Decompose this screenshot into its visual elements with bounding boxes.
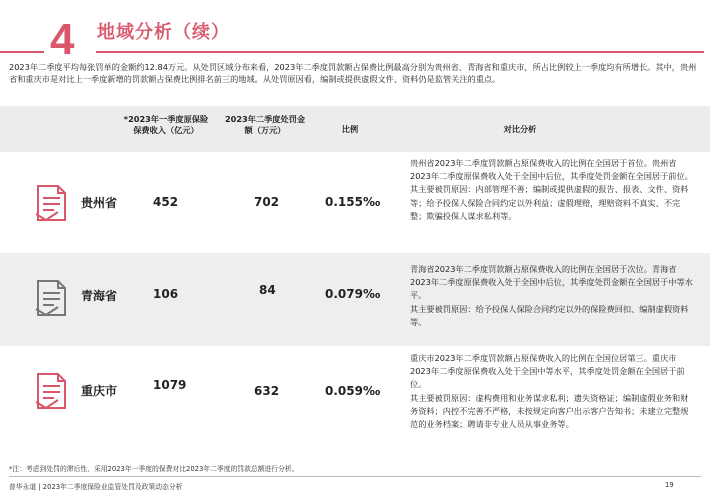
title-divider bbox=[96, 51, 704, 53]
table-row bbox=[0, 346, 710, 458]
premium-value: 452 bbox=[153, 195, 179, 209]
footnote: *注：考虑到处罚的滞后性，采用2023年一季度的保费对比2023年二季度的罚款总额进行分析。 bbox=[9, 465, 299, 473]
ratio-value: 0.059‰ bbox=[325, 384, 381, 398]
province-name: 重庆市 bbox=[81, 384, 118, 398]
section-number: 4 bbox=[50, 15, 75, 64]
premium-value: 1079 bbox=[153, 378, 187, 392]
analysis-paragraph: 青海省2023年二季度罚款额占原保费收入的比例在全国居于次位。青海省2023年二季度原保费收入处于全国中后位，其季度处罚金额在全国居于中等水平。 bbox=[410, 264, 693, 301]
analysis-paragraph: 贵州省2023年二季度罚款额占原保费收入的比例在全国居于首位。贵州省2023年二季度原保费收入处于全国中后位，其季度处罚金额在全国居于前位。 bbox=[410, 158, 693, 182]
analysis-text bbox=[410, 263, 694, 329]
table-header bbox=[0, 106, 710, 152]
penalty-value: 84 bbox=[259, 283, 276, 297]
document-icon bbox=[34, 279, 68, 317]
province-name: 贵州省 bbox=[81, 196, 118, 210]
penalty-value: 702 bbox=[254, 195, 280, 209]
penalty-value: 632 bbox=[254, 384, 280, 398]
page-title: 地域分析（续） bbox=[97, 22, 230, 43]
footer-text: 普华永道 | 2023年二季度保险业监管处罚及政策动态分析 bbox=[9, 483, 183, 491]
ratio-value: 0.079‰ bbox=[325, 287, 381, 301]
page-number: 19 bbox=[665, 481, 674, 489]
intro-paragraph: 2023年二季度平均每张罚单的金额约12.84万元。从处罚区域分布来看，2023年二季度罚款额占保费比例最高分别为贵州省、青海省和重庆市，所占比例较上一季度均有所增长。其中，贵州省和重庆市是对比上一季度新增的罚款额占保费比例排名前三的地域。从处罚原因看，编制或提供虚假文件、资料仍是监管关注的重点。 bbox=[9, 62, 697, 84]
analysis-paragraph: 其主要被罚原因：内部管理不善；编制或提供虚假的报告、报表、文件、资料等；给予投保人保险合同约定以外利益；虚假理赔，理赔资料不真实、不完整；欺骗投保人谋求私利等。 bbox=[410, 184, 689, 221]
header-analysis: 对比分析 bbox=[503, 124, 537, 134]
header-ratio: 比例 bbox=[341, 124, 359, 134]
document-icon bbox=[34, 184, 68, 222]
analysis-text bbox=[410, 157, 694, 223]
table-row bbox=[0, 152, 710, 253]
analysis-paragraph: 其主要被罚原因：虚构费用和业务谋求私利；遗失资格证；编制虚假业务和财务资料；内控不完善不严格，未按规定向客户出示客户告知书；未建立完整规范的业务档案；聘请非专业人员从事业务等。 bbox=[410, 392, 689, 430]
footer-divider bbox=[9, 476, 701, 477]
header-premium: *2023年一季度原保险保费收入（亿元） bbox=[123, 114, 209, 135]
table-row bbox=[0, 253, 710, 346]
document-icon bbox=[34, 372, 68, 410]
header-penalty: 2023年二季度处罚金额（万元） bbox=[224, 114, 306, 135]
page-title-area bbox=[0, 8, 710, 64]
analysis-paragraph: 重庆市2023年二季度罚款额占原保费收入的比例在全国位居第三。重庆市2023年二季度原保费收入处于全国中等水平，其季度处罚金额在全国居于前位。 bbox=[410, 353, 685, 390]
province-name: 青海省 bbox=[81, 289, 118, 303]
title-divider-left bbox=[0, 51, 44, 53]
analysis-paragraph: 其主要被罚原因：给予投保人保险合同约定以外的保险费回扣、编制虚假资料等。 bbox=[410, 303, 689, 327]
ratio-value: 0.155‰ bbox=[325, 195, 381, 209]
premium-value: 106 bbox=[153, 287, 179, 301]
analysis-text bbox=[410, 352, 694, 431]
